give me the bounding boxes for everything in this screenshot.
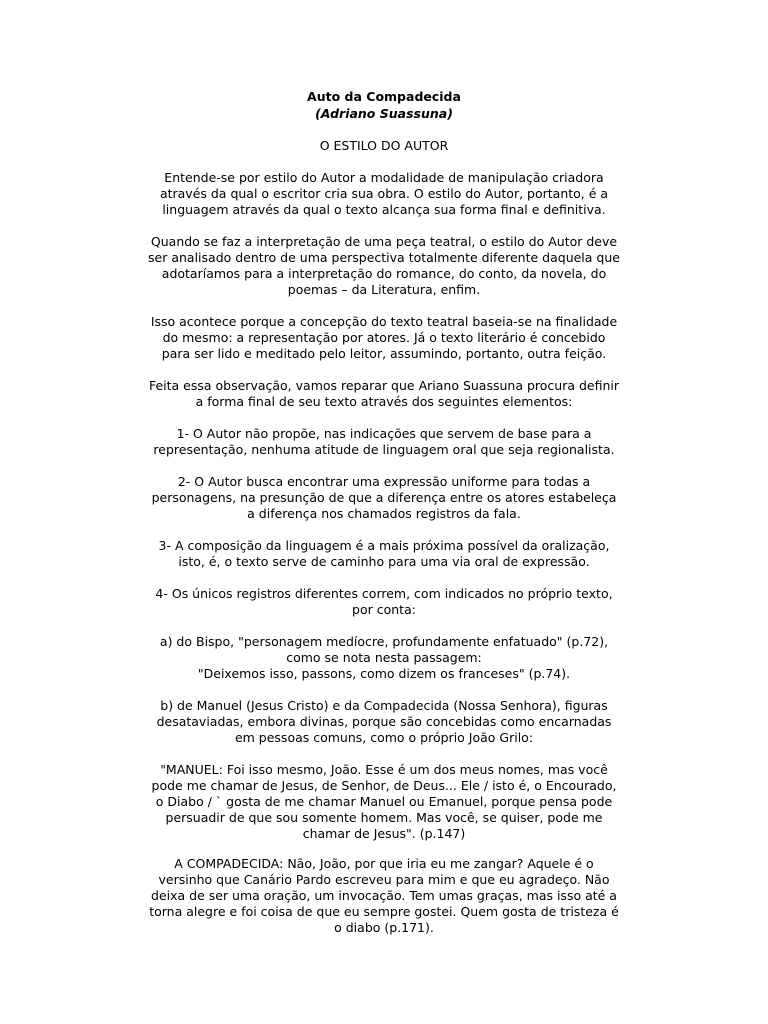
paragraph: 2- O Autor busca encontrar uma expressão uniforme para todas a personagens, na presunção de que a diferença entre os atores estabeleça a diferença nos chamados registros da fala. — [151, 474, 617, 521]
paragraph: 4- Os únicos registros diferentes correm, com indicados no próprio texto, por conta: — [155, 586, 613, 617]
document-title: Auto da Compadecida — [307, 89, 461, 104]
paragraph: 3- A composição da linguagem é a mais próxima possível da oralização, isto, é, o texto serve de caminho para uma via oral de expressão. — [158, 538, 610, 569]
paragraph: A COMPADECIDA: Não, João, por que iria eu me zangar? Aquele é o versinho que Canário Pardo escreveu para mim e que eu agradeço. Não deixa de ser uma oração, um invocação. Tem umas graças, mas isso até a torna alegre e foi coisa de que eu sempre gostei. Quem gosta de tristeza é o diabo (p.171). — [149, 856, 619, 935]
paragraph: Feita essa observação, vamos reparar que Ariano Suassuna procura definir a forma final de seu texto através dos seguintes elementos: — [148, 378, 620, 409]
document-author: (Adriano Suassuna) — [315, 106, 453, 121]
section-heading: O ESTILO DO AUTOR — [319, 138, 449, 153]
paragraph: Entende-se por estilo do Autor a modalidade de manipulação criadora através da qual o escritor cria sua obra. O estilo do Autor, portanto, é a linguagem através da qual o texto alcança sua forma final e definitiva. — [159, 170, 609, 217]
paragraph: Isso acontece porque a concepção do texto teatral baseia-se na finalidade do mesmo: a representação por atores. Já o texto literário é concebido para ser lido e meditado pelo leitor, assumindo, portanto, outra feição. — [150, 314, 618, 361]
paragraph: "MANUEL: Foi isso mesmo, João. Esse é um dos meus nomes, mas você pode me chamar de Jesus, de Senhor, de Deus... Ele / isto é, o Encourado, o Diabo / ` gosta de me chamar Manuel ou Emanuel, porque pensa pode persuadir de que sou somente homem. Mas você, se quiser, pode me chamar de Jesus". (p.147) — [151, 762, 617, 841]
paragraph: Quando se faz a interpretação de uma peça teatral, o estilo do Autor deve ser analisado dentro de uma perspectiva totalmente diferente daquela que adotaríamos para a interpretação do romance, do conto, da novela, do poemas – da Literatura, enfim. — [148, 234, 620, 297]
paragraph: 1- O Autor não propõe, nas indicações que servem de base para a representação, nenhuma atitude de linguagem oral que seja regionalista. — [153, 426, 615, 457]
paragraph: a) do Bispo, "personagem medíocre, profundamente enfatuado" (p.72), como se nota nesta passagem: — [159, 634, 609, 665]
document-body — [144, 88, 624, 936]
quote-line: "Deixemos isso, passons, como dizem os franceses" (p.74). — [197, 666, 571, 681]
paragraph: b) de Manuel (Jesus Cristo) e da Compadecida (Nossa Senhora), figuras desataviadas, embora divinas, porque são concebidas como encarnadas em pessoas comuns, como o próprio João Grilo: — [156, 698, 612, 745]
